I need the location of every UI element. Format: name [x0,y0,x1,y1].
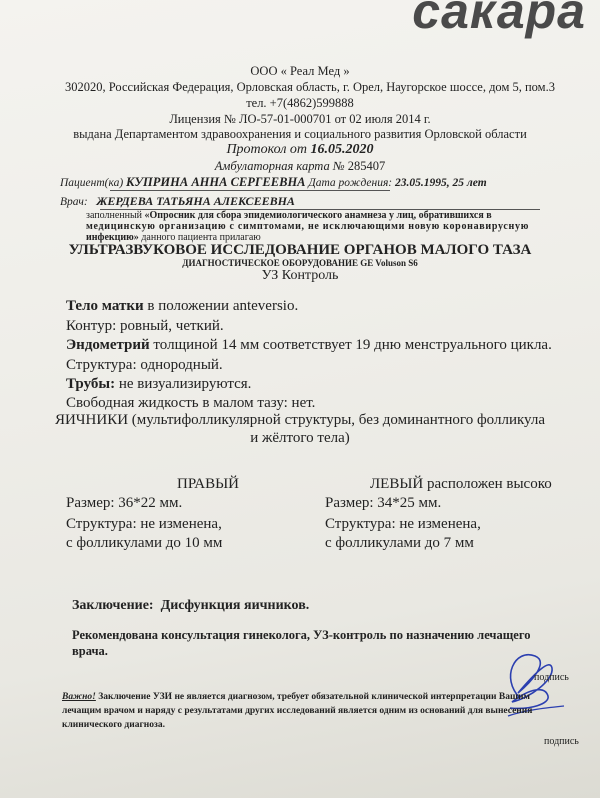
notice-infection: инфекцию» [86,232,139,243]
left-ovary-size: Размер: 34*25 мм. [325,495,442,511]
card-label: Амбулаторная карта № [214,159,345,173]
contour: Контур: ровный, четкий. [66,318,224,334]
footer-line-1 [62,692,530,702]
protocol-label: Протокол от [226,142,308,157]
right-ovary-structure: Структура: не изменена, [66,516,222,532]
conclusion-text: Дисфункция яичников. [160,598,310,613]
ovaries-line-2: и жёлтого тела) [250,430,350,446]
card [0,159,600,174]
uterus-text: в положении anteversio. [147,298,299,314]
tubes-row [66,376,251,393]
notice-filled: заполненный [86,210,143,221]
endometrium-row [66,337,552,354]
footer-text-1: Заключение УЗИ не является диагнозом, требует обязательной клинической интерпретации Вашим [98,692,530,702]
recommendation-line-2: врача. [72,644,108,658]
footer-line-2: лечащим врачом и наряду с результатами других исследований является одним из оснований для вынесения [62,706,533,716]
notice-line-1 [86,210,492,221]
org-phone: тел. +7(4862)599888 [246,96,354,110]
signature-label-top: подпись [534,672,569,683]
org-address: 302020, Российская Федерация, Орловская область, г. Орел, Наугорское шоссе, дом 5, пом.3 [65,80,555,94]
free-fluid: Свободная жидкость в малом тазу: нет. [66,395,316,411]
left-ovary-structure: Структура: не изменена, [325,516,481,532]
license-issuer: выдана Департаментом здравоохранения и социального развития Орловской области [73,127,527,141]
recommendation-line-1: Рекомендована консультация гинеколога, УЗ-контроль по назначению лечащего [72,628,531,642]
age: 25 лет [452,177,487,189]
protocol-date: 16.05.2020 [310,142,374,157]
tubes-label: Трубы: [66,376,116,392]
left-ovary-note: расположен высоко [427,476,552,492]
doctor-row [60,194,295,209]
signature-label-bottom: подпись [544,736,579,747]
left-ovary-title: ЛЕВЫЙ [370,476,424,492]
doctor-name: ЖЕРДЕВА ТАТЬЯНА АЛЕКСЕЕВНА [96,194,295,208]
right-ovary-size: Размер: 36*22 мм. [66,495,183,511]
equipment: ДИАГНОСТИЧЕСКОЕ ОБОРУДОВАНИЕ GE Voluson S6 [182,258,418,268]
endometrium-text: толщиной 14 мм соответствует 19 дню менструального цикла. [153,337,552,353]
conclusion-row [72,598,309,614]
tubes-text: не визуализируются. [118,376,252,392]
exam-type: УЗ Контроль [261,268,339,283]
left-ovary-follicles: с фолликулами до 7 мм [325,535,474,551]
patient-underline [110,190,390,191]
notice-attached: данного пациента прилагаю [141,232,261,243]
patient-name: КУПРИНА АННА СЕРГЕЕВНА [126,175,306,189]
protocol [0,142,600,158]
dob: 23.05.1995, [395,177,450,189]
footer-line-3: клинического диагноза. [62,720,165,730]
notice-line-2: медицинскую организацию с симптомами, не исключающими новую коронавирусную [86,221,530,232]
org-name: ООО « Реал Мед » [250,64,350,78]
conclusion-label: Заключение: [72,598,154,613]
right-ovary-title: ПРАВЫЙ [177,476,240,492]
doctor-label: Врач: [60,196,88,208]
exam-title: УЛЬТРАЗВУКОВОЕ ИССЛЕДОВАНИЕ ОРГАНОВ МАЛОГО ТАЗА [68,242,532,258]
uterus-label: Тело матки [66,298,144,314]
ovaries-line-1: ЯИЧНИКИ (мультифолликулярной структуры, без доминантного фолликула [54,412,546,428]
notice-questionnaire: «Опросник для сбора эпидемиологического анамнеза у лиц, обратившихся в [144,210,492,221]
dob-label: Дата рождения: [308,177,393,189]
brand-logo: сакара [412,0,586,39]
endometrium-label: Эндометрий [66,337,150,353]
right-ovary-follicles: с фолликулами до 10 мм [66,535,223,551]
card-number: 285407 [347,159,386,173]
patient-label: Пациент(ка) [60,177,124,189]
footer-important: Важно! [62,692,96,702]
left-ovary-title-row [370,476,552,493]
license: Лицензия № ЛО-57-01-000701 от 02 июля 2014 г. [169,112,431,126]
patient-row [60,175,487,190]
uterus-row [66,298,298,315]
structure: Структура: однородный. [66,357,223,373]
